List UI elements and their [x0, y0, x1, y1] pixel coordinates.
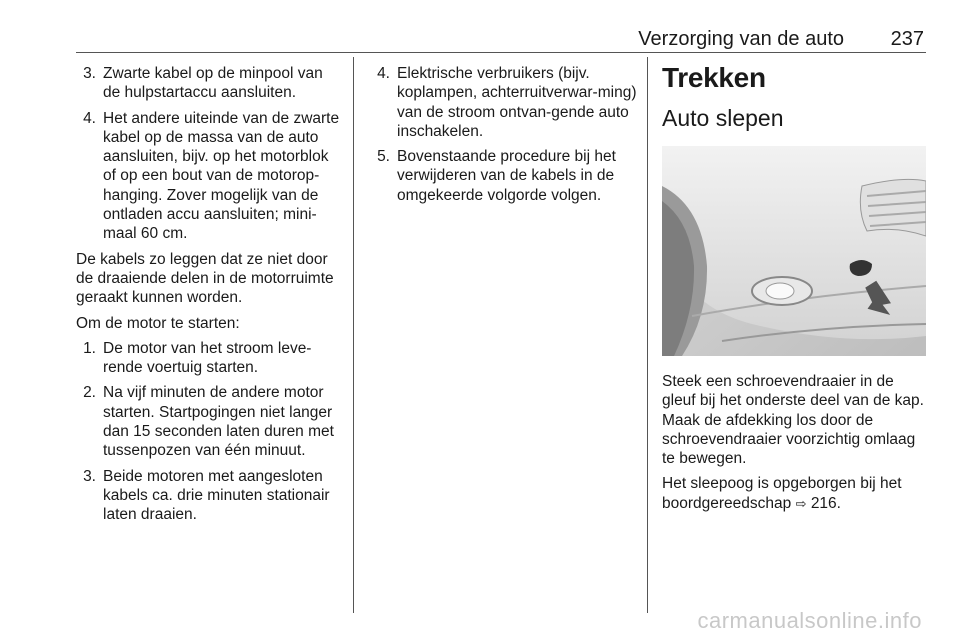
- list-item: 2. Na vijf minuten de andere motor starten. Startpogingen niet langer dan 15 seconden laten duren met tussenpozen van één minuut.: [83, 384, 334, 460]
- section-title: Verzorging van de auto: [638, 28, 844, 50]
- steps-list-c: [370, 64, 638, 205]
- car-bumper-illustration: [662, 146, 926, 356]
- list-item: 3. Beide motoren met aangesloten kabels ca. drie minuten stationair laten draaien.: [83, 467, 330, 524]
- paragraph: Steek een schroevendraaier in de gleuf bij het onderste deel van de kap. Maak de afdekking los door de schroevendraaier voorzichtig omlaag te bewegen.: [662, 373, 924, 468]
- section-heading: Trekken: [662, 62, 766, 93]
- column-2: [370, 64, 638, 211]
- page-header: [76, 22, 924, 50]
- header-rule: [76, 52, 926, 53]
- paragraph: De kabels zo leggen dat ze niet door de draaiende delen in de motorruimte geraakt kunnen worden.: [76, 250, 334, 307]
- page-number: 237: [890, 28, 924, 50]
- column-3: [662, 62, 928, 520]
- car-front-bumper-photo: [662, 146, 926, 356]
- steps-list-b: [76, 339, 344, 525]
- list-item: 5. Bovenstaande procedure bij het verwijderen van de kabels in de omgekeerde volgorde volgen.: [377, 148, 616, 204]
- column-divider-2: [647, 57, 648, 613]
- steps-list-a: [76, 64, 344, 244]
- list-item: 4. Het andere uiteinde van de zwarte kabel op de massa van de auto aansluiten, bijv. op het motorblok of op een bout van de motorop-hanging. Zover mogelijk van de ontladen accu aansluiten; mini-maal 60 cm.: [83, 109, 340, 243]
- list-item: 4. Elektrische verbruikers (bijv. koplampen, achterruitverwar-ming) van de stroom ontvan-gende auto inschakelen.: [377, 65, 637, 140]
- watermark: carmanualsonline.info: [697, 608, 922, 633]
- column-divider-1: [353, 57, 354, 613]
- column-1: [76, 64, 344, 531]
- page-reference-icon: ⇨: [795, 496, 807, 512]
- paragraph: Om de motor te starten:: [76, 314, 240, 332]
- page-reference-link[interactable]: 216.: [810, 494, 841, 512]
- paragraph: Het sleepoog is opgeborgen bij het boordgereedschap ⇨ 216.: [662, 475, 902, 512]
- list-item: 1. De motor van het stroom leve-rende voertuig starten.: [83, 339, 312, 377]
- list-item: 3. Zwarte kabel op de minpool van de hulpstartaccu aansluiten.: [83, 65, 323, 102]
- subsection-heading: Auto slepen: [662, 105, 784, 131]
